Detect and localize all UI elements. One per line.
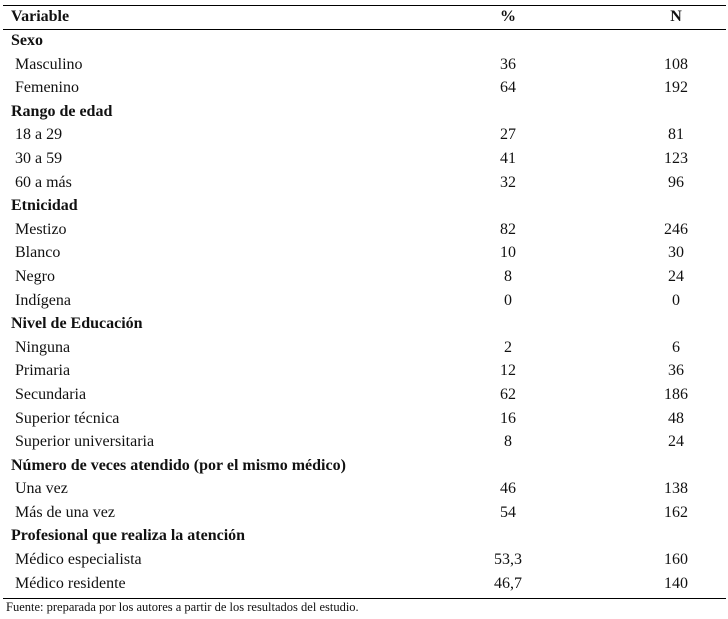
row-label: 18 a 29 (15, 126, 63, 144)
row-n: 186 (664, 385, 688, 403)
table-row (0, 218, 726, 242)
row-label: Blanco (15, 244, 61, 262)
row-n: 96 (668, 173, 684, 191)
row-percent: 8 (504, 433, 512, 451)
row-n: 123 (664, 149, 688, 167)
row-label: 30 a 59 (15, 149, 63, 167)
row-percent: 32 (500, 173, 516, 191)
row-n: 0 (672, 291, 680, 309)
row-label: Superior técnica (15, 409, 120, 427)
row-percent: 64 (500, 79, 516, 97)
section-title: Etnicidad (11, 197, 78, 215)
row-n: 24 (668, 433, 684, 451)
row-percent: 0 (504, 291, 512, 309)
section-row (0, 194, 726, 218)
table-header (0, 5, 726, 29)
row-label: Ninguna (15, 338, 71, 356)
demographics-table (0, 5, 726, 595)
row-label: Negro (15, 267, 55, 285)
table-row (0, 407, 726, 431)
table-row (0, 76, 726, 100)
row-n: 138 (664, 480, 688, 498)
section-title: Profesional que realiza la atención (11, 527, 246, 545)
table-row (0, 241, 726, 265)
table-row (0, 477, 726, 501)
header-n: N (670, 8, 682, 25)
row-n: 81 (668, 126, 684, 144)
row-n: 30 (668, 244, 684, 262)
row-label: Primaria (15, 362, 71, 380)
table-row (0, 123, 726, 147)
row-percent: 2 (504, 338, 512, 356)
row-label: Médico especialista (15, 551, 142, 569)
row-percent: 10 (500, 244, 516, 262)
row-n: 36 (668, 362, 684, 380)
row-n: 48 (668, 409, 684, 427)
header-percent: % (500, 8, 516, 25)
section-title: Número de veces atendido (por el mismo médico) (11, 456, 346, 474)
section-row (0, 29, 726, 53)
row-n: 6 (672, 338, 680, 356)
row-percent: 53,3 (494, 551, 522, 569)
row-label: Femenino (15, 79, 79, 97)
section-title: Rango de edad (11, 102, 113, 120)
table-row (0, 147, 726, 171)
row-label: Superior universitaria (15, 433, 155, 451)
table-row (0, 501, 726, 525)
row-n: 192 (664, 79, 688, 97)
table-row (0, 548, 726, 572)
section-row (0, 312, 726, 336)
row-percent: 36 (500, 55, 516, 73)
row-percent: 46,7 (494, 574, 522, 592)
section-title: Nivel de Educación (11, 315, 143, 333)
row-label: Secundaria (15, 385, 87, 403)
section-row (0, 100, 726, 124)
row-label: Una vez (15, 480, 68, 498)
table-row (0, 359, 726, 383)
table-row (0, 53, 726, 77)
row-percent: 82 (500, 220, 516, 238)
row-percent: 8 (504, 267, 512, 285)
table-row (0, 171, 726, 195)
table-row (0, 336, 726, 360)
row-n: 24 (668, 267, 684, 285)
section-row (0, 454, 726, 478)
header-variable: Variable (11, 8, 70, 25)
table-row (0, 572, 726, 596)
header-row (0, 5, 726, 29)
row-n: 108 (664, 55, 688, 73)
table-row (0, 289, 726, 313)
table-footnote: Fuente: preparada por los autores a partir de los resultados del estudio. (6, 600, 359, 614)
section-title: Sexo (11, 32, 43, 49)
section-row (0, 524, 726, 548)
row-label: Mestizo (15, 220, 67, 238)
table-row (0, 265, 726, 289)
row-percent: 12 (500, 362, 516, 380)
row-percent: 54 (500, 503, 516, 521)
row-n: 162 (664, 503, 688, 521)
row-label: Masculino (15, 55, 83, 73)
row-percent: 27 (500, 126, 516, 144)
row-label: 60 a más (15, 173, 72, 191)
row-percent: 41 (500, 149, 516, 167)
row-n: 140 (664, 574, 688, 592)
row-n: 160 (664, 551, 688, 569)
table-row (0, 430, 726, 454)
row-percent: 46 (500, 480, 516, 498)
table-row (0, 383, 726, 407)
row-label: Más de una vez (15, 503, 115, 521)
row-n: 246 (664, 220, 688, 238)
row-percent: 16 (500, 409, 516, 427)
row-label: Indígena (15, 291, 71, 309)
row-label: Médico residente (15, 574, 126, 592)
row-percent: 62 (500, 385, 516, 403)
table-body (0, 29, 726, 595)
